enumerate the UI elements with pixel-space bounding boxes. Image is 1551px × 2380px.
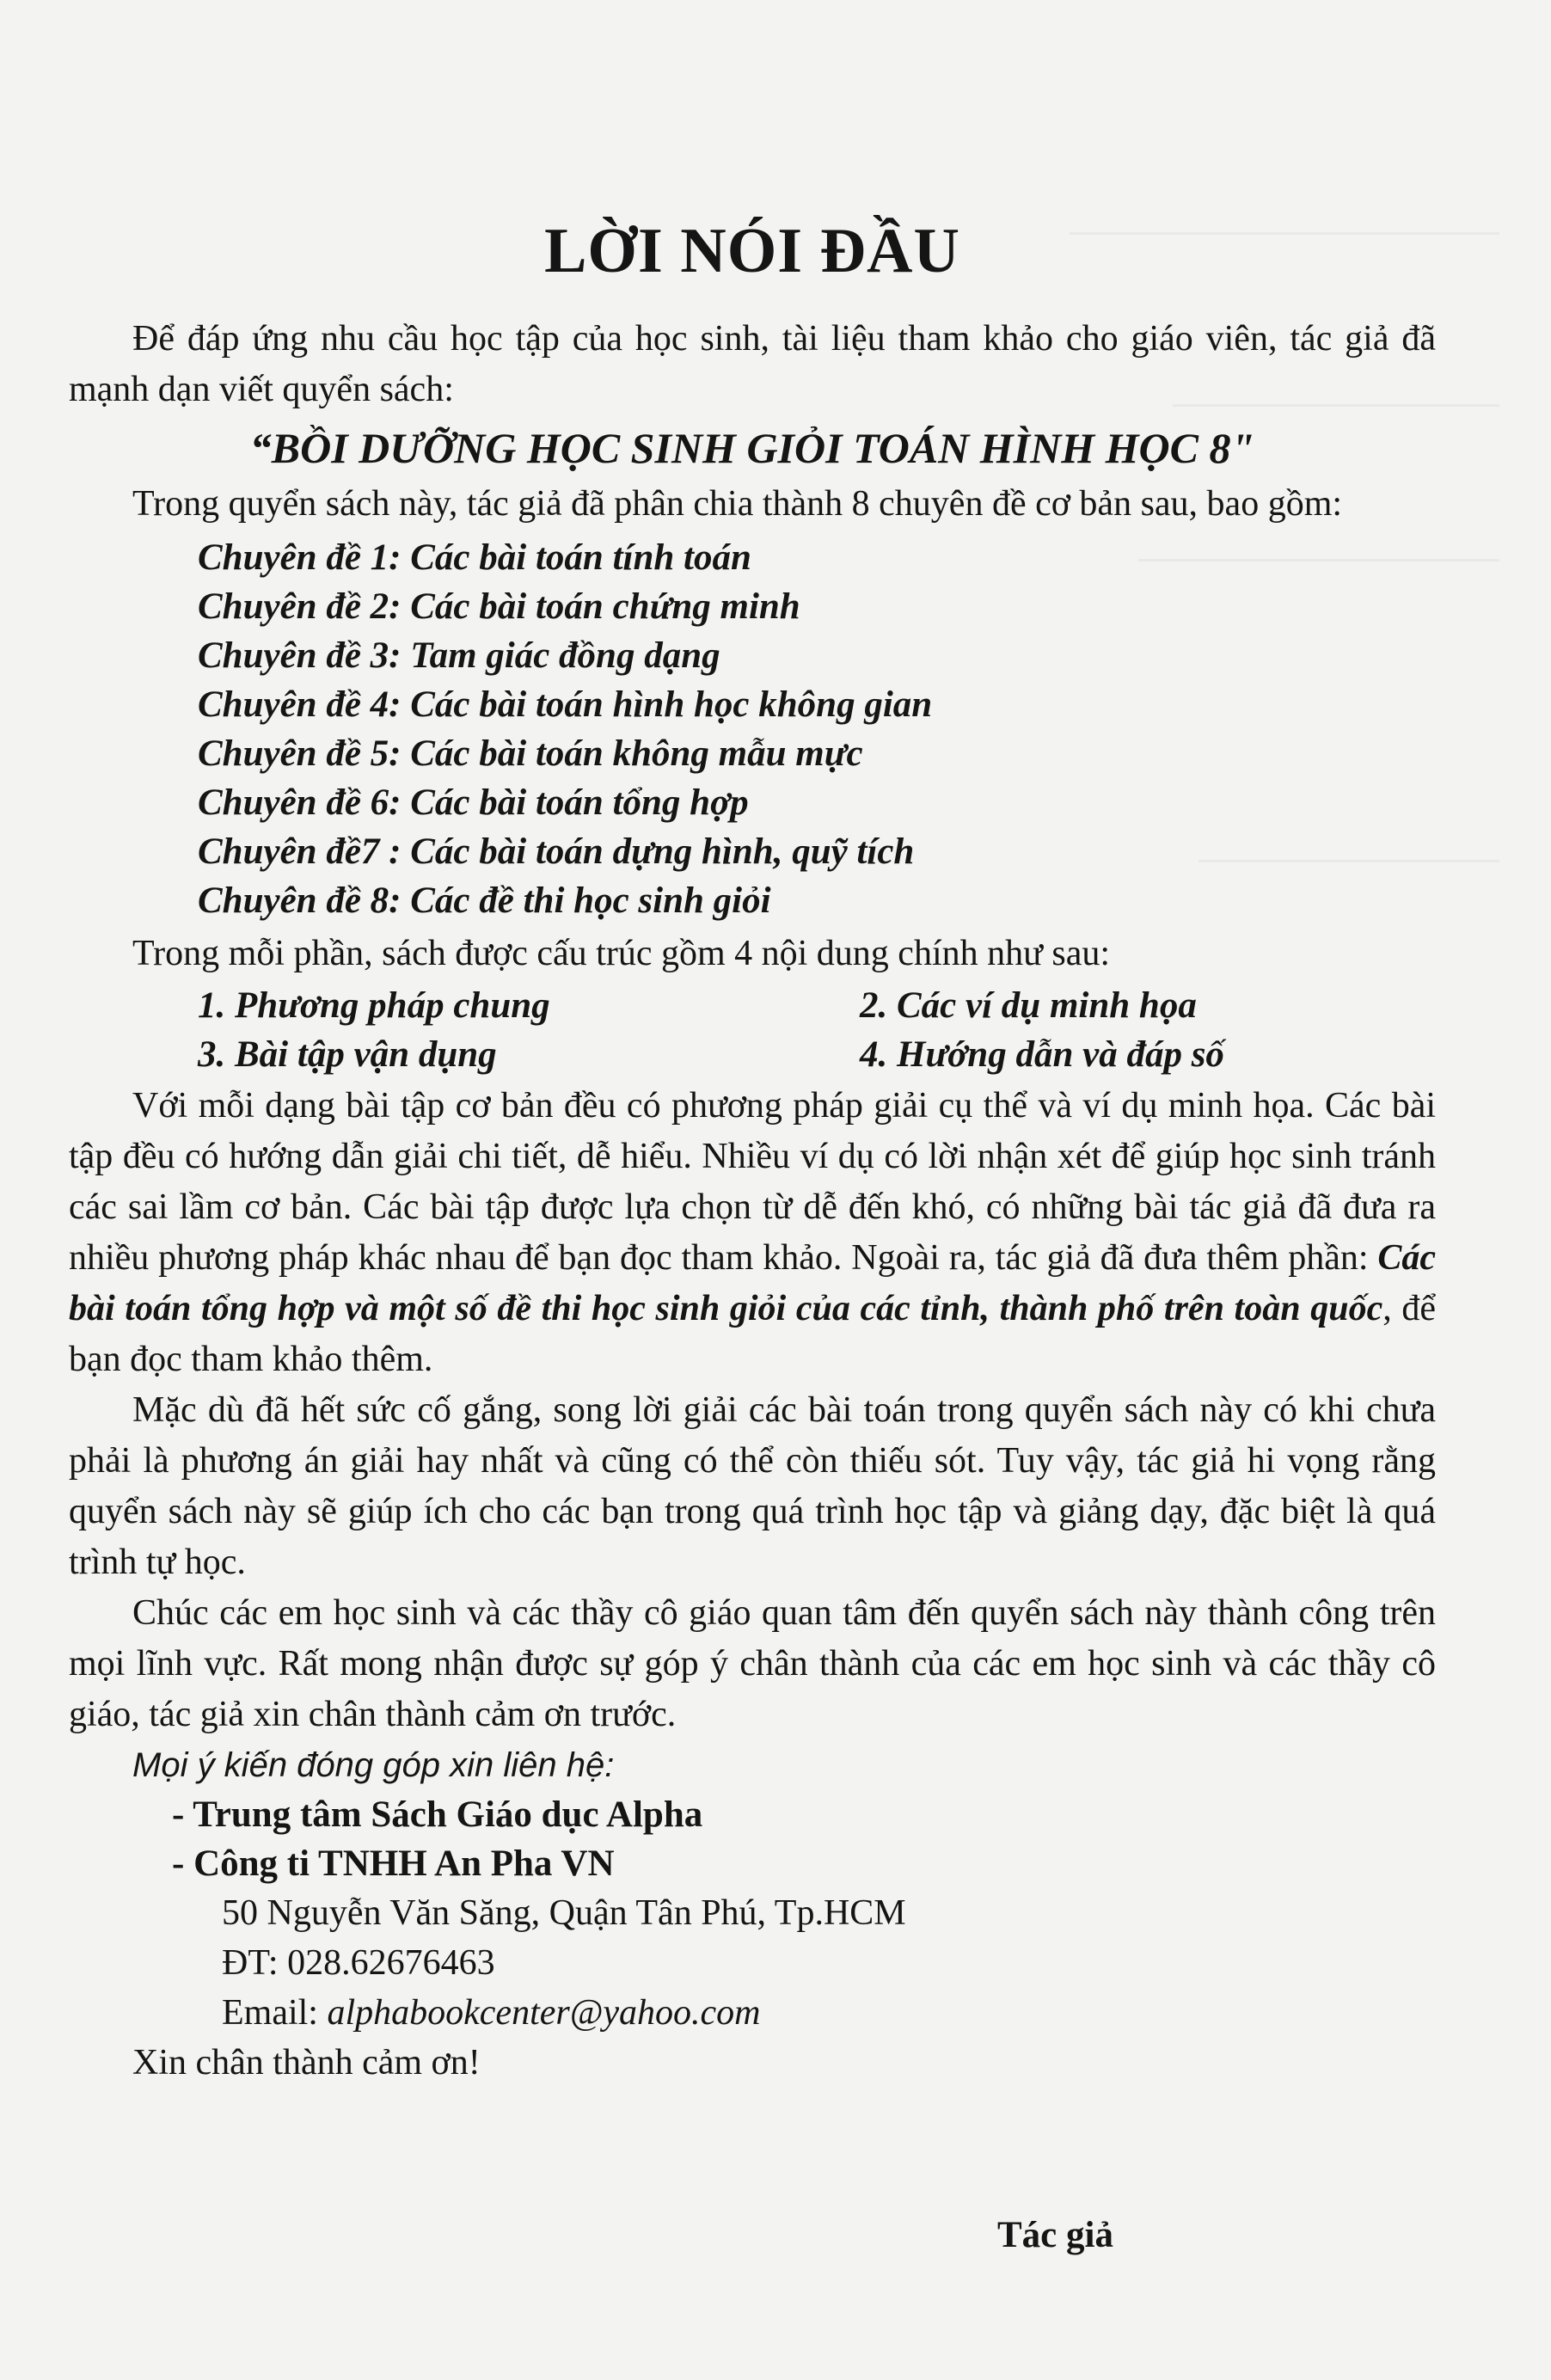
email-label: Email:	[222, 1993, 328, 2033]
structure-item: 1. Phương pháp chung	[198, 985, 550, 1026]
contact-intro: Mọi ý kiến đóng góp xin liên hệ:	[132, 1746, 615, 1784]
page-title: LỜI NÓI ĐẦU	[544, 216, 960, 286]
chapter-item: Chuyên đề 1: Các bài toán tính toán	[198, 537, 751, 578]
wishes-paragraph: Chúc các em học sinh và các thầy cô giáo quan tâm đến quyển sách này thành công trên mọi lĩnh vực. Rất mong nhận được sự góp ý chân thành của các em học sinh và các thầy cô giáo, tác giả xin chân thành cảm ơn trước.	[69, 1593, 1436, 1734]
preface-content	[69, 215, 1436, 2089]
structure-item: 2. Các ví dụ minh họa	[860, 985, 1197, 1026]
chapter-item: Chuyên đề 3: Tam giác đồng dạng	[198, 635, 720, 676]
structure-item: 3. Bài tập vận dụng	[198, 1034, 497, 1075]
contact-email-line	[222, 1988, 1436, 2038]
intro-paragraph: Để đáp ứng nhu cầu học tập của học sinh, tài liệu tham khảo cho giáo viên, tác giả đã mạnh dạn viết quyển sách:	[69, 319, 1436, 409]
chapter-item: Chuyên đề7 : Các bài toán dựng hình, quỹ tích	[198, 831, 915, 872]
method-paragraph	[69, 1081, 1436, 1385]
book-title: “BỒI DƯỠNG HỌC SINH GIỎI TOÁN HÌNH HỌC 8"	[249, 424, 1255, 472]
chapter-item: Chuyên đề 8: Các đề thi học sinh giỏi	[198, 880, 771, 921]
author-signature: Tác giả	[997, 2215, 1113, 2255]
chapter-item: Chuyên đề 4: Các bài toán hình học không gian	[198, 684, 933, 725]
method-text-end: , để bạn đọc tham khảo thêm.	[69, 1289, 1436, 1379]
contact-address: 50 Nguyễn Văn Săng, Quận Tân Phú, Tp.HCM	[222, 1893, 906, 1933]
closing-line: Xin chân thành cảm ơn!	[132, 2043, 481, 2082]
contact-org-1: - Trung tâm Sách Giáo dục Alpha	[172, 1794, 703, 1835]
apology-paragraph: Mặc dù đã hết sức cố gắng, song lời giải các bài toán trong quyển sách này có khi chưa phải là phương án giải hay nhất và cũng có thể còn thiếu sót. Tuy vậy, tác giả hi vọng rằng quyển sách này sẽ giúp ích cho các bạn trong quá trình học tập và giảng dạy, đặc biệt là quá trình tự học.	[69, 1390, 1436, 1582]
email-address: alphabookcenter@yahoo.com	[327, 1993, 761, 2033]
chapter-item: Chuyên đề 6: Các bài toán tổng hợp	[198, 782, 749, 823]
chapters-intro: Trong quyển sách này, tác giả đã phân chia thành 8 chuyên đề cơ bản sau, bao gồm:	[132, 484, 1343, 524]
structure-item: 4. Hướng dẫn và đáp số	[860, 1034, 1224, 1075]
method-text-start: Với mỗi dạng bài tập cơ bản đều có phương pháp giải cụ thể và ví dụ minh họa. Các bài tập đều có hướng dẫn giải chi tiết, dễ hiểu. Nhiều ví dụ có lời nhận xét để giúp học sinh tránh các sai lầm cơ bản. Các bài tập được lựa chọn từ dễ đến khó, có những bài tác giả đã đưa ra nhiều phương pháp khác nhau để bạn đọc tham khảo. Ngoài ra, tác giả đã đưa thêm phần:	[69, 1086, 1436, 1278]
chapter-item: Chuyên đề 5: Các bài toán không mẫu mực	[198, 733, 863, 774]
contact-org-2: - Công ti TNHH An Pha VN	[172, 1843, 615, 1884]
structure-list	[198, 981, 1436, 1079]
chapter-item: Chuyên đề 2: Các bài toán chứng minh	[198, 586, 800, 627]
method-text-emphasis: Các bài toán tổng hợp và một số đề thi học sinh giỏi của các tỉnh, thành phố trên toàn quốc	[69, 1238, 1436, 1328]
structure-intro: Trong mỗi phần, sách được cấu trúc gồm 4 nội dung chính như sau:	[132, 934, 1111, 973]
chapter-list	[198, 533, 1436, 925]
contact-phone: ĐT: 028.62676463	[222, 1943, 495, 1983]
